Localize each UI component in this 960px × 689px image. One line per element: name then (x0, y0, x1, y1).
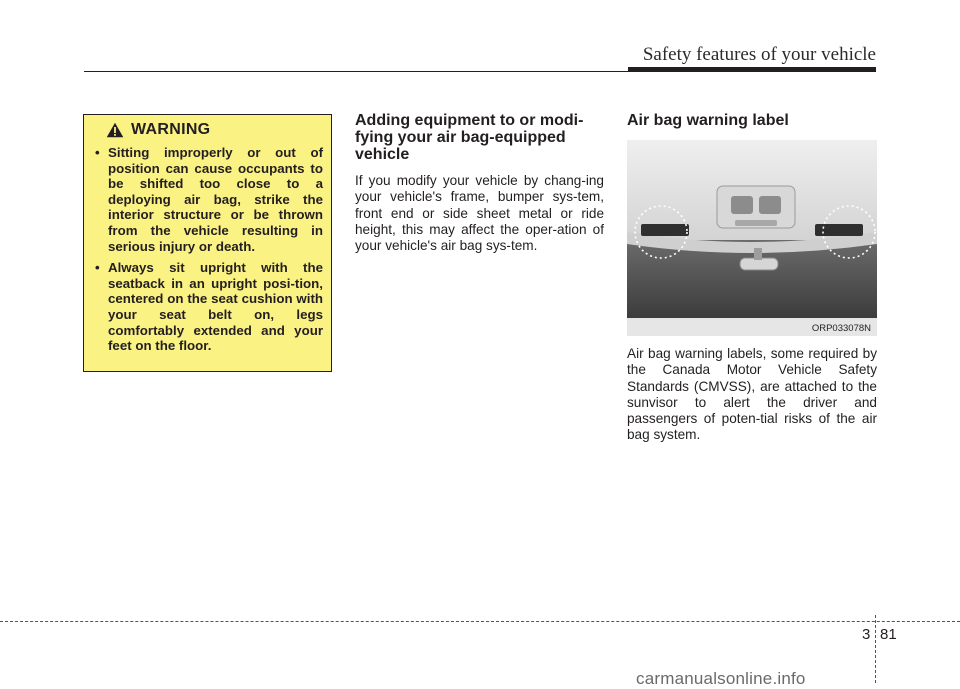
warning-item-text: Always sit upright with the seatback in an upright posi-tion, centered on the seat cushion with your seat belt on, legs comfortably extended and your feet on the floor. (108, 260, 323, 354)
footer-rule (0, 621, 960, 622)
page-header-title: Safety features of your vehicle (642, 44, 876, 65)
warning-item (94, 260, 323, 354)
page-number: 81 (880, 626, 897, 643)
warning-list (94, 145, 323, 354)
page-section-number: 3 (862, 626, 871, 643)
warning-item (94, 145, 323, 254)
section-modifying-vehicle (355, 112, 604, 254)
warning-triangle-icon (106, 122, 124, 138)
figure-code: ORP033078N (811, 323, 871, 334)
section-body: If you modify your vehicle by chang-ing your vehicle's frame, bumper sys-tem, front end or side sheet metal or ride height, this may affect the oper-ation of your vehicle's air bag sys-tem. (355, 173, 604, 254)
figure-sunvisor-labels (627, 140, 877, 336)
warning-title: WARNING (131, 121, 211, 138)
section-body: Air bag warning labels, some required by the Canada Motor Vehicle Safety Standards (CMVSS), are attached to the sunvisor to alert the driver and passengers of poten-tial risks of the air bag system. (627, 346, 877, 443)
warning-box (83, 114, 332, 372)
sunvisor-illustration (627, 140, 877, 336)
header-rule-accent (628, 67, 876, 72)
section-title: Air bag warning label (627, 112, 789, 129)
section-title: Adding equipment to or modi-fying your air bag-equipped vehicle (355, 112, 584, 163)
footer-divider (875, 615, 876, 683)
warning-item-text: Sitting improperly or out of position can cause occupants to be shifted too close to a deploying air bag, strike the interior structure or be thrown from the vehicle resulting in serious injury or death. (108, 145, 323, 254)
warning-heading (106, 121, 323, 139)
bullet: • (95, 145, 100, 160)
section-air-bag-warning-label (627, 112, 877, 444)
bullet: • (95, 260, 100, 276)
watermark-text: carmanualsonline.info (636, 669, 806, 688)
